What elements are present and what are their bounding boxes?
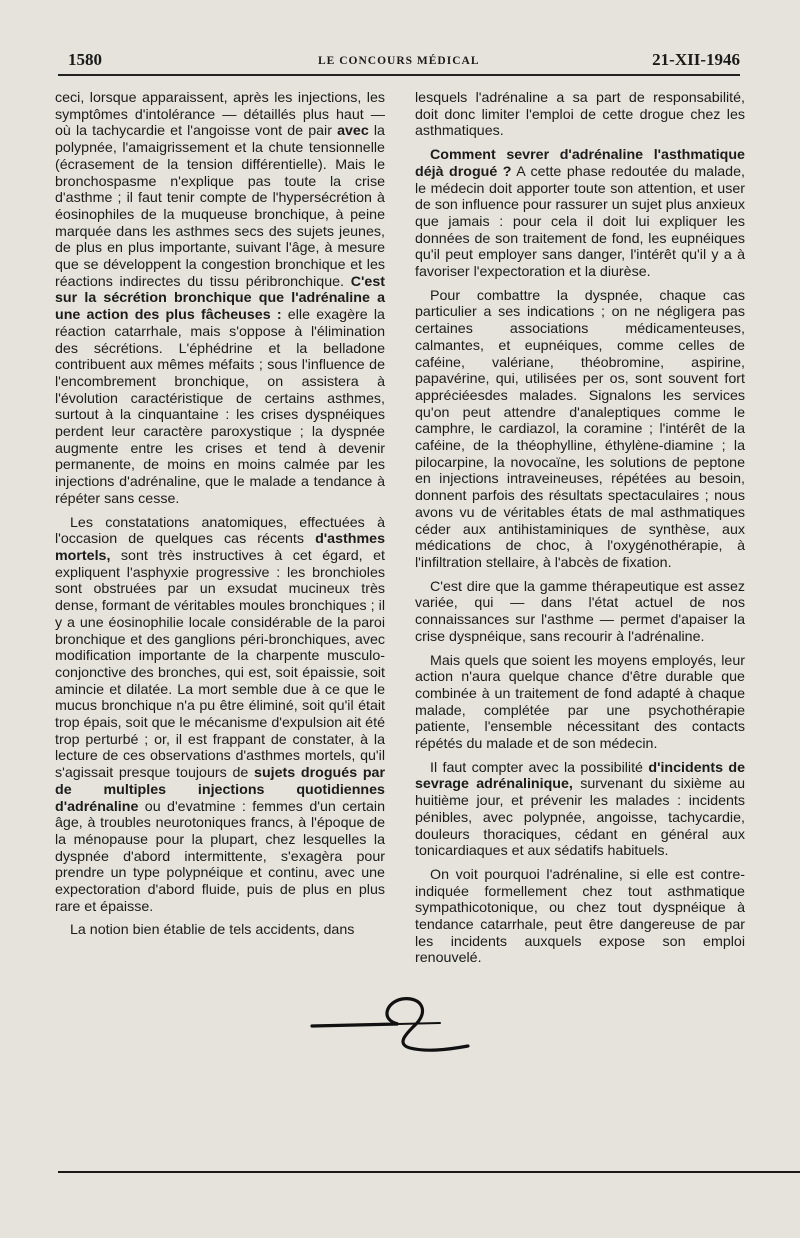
paragraph: On voit pourquoi l'adrénaline, si elle est contre-indiquée formellement chez tout asthmatique sympathicotonique, ou chez tout dyspnéique à tendance catarrhale, peut être dangereuse de par les incidents auxquels expose son emploi renouvelé. — [415, 866, 745, 967]
bottom-rule — [58, 1171, 800, 1173]
page-header — [68, 50, 740, 72]
right-column — [415, 90, 745, 974]
paragraph: Il faut compter avec la possibilité d'incidents de sevrage adrénalinique, survenant du sixième au huitième jour, et prévenir les malades : incidents pénibles, avec polypnée, angoisse, tachycardie, douleurs thoraciques, cédant en général aux tonicardiaques et aux sédatifs habituels. — [415, 759, 746, 860]
bold-text: d'incidents de sevrage adrénalinique, — [415, 759, 746, 793]
paragraph: lesquels l'adrénaline a sa part de responsabilité, doit donc limiter l'emploi de cette drogue chez les asthmatiques. — [415, 90, 745, 140]
bold-text: sujets drogués par de multiples injections quotidiennes d'adrénaline — [55, 765, 385, 815]
bold-text: d'asthmes mortels, — [55, 531, 385, 564]
paragraph: Mais quels que soient les moyens employés, leur action n'aura quelque chance d'être durable que combinée à un traitement de fond adapté à chaque malade, complétée par une psychothérapie patiente, l'ensemble nécessitant des contacts répétés du malade et de son médecin. — [415, 652, 745, 753]
left-column — [55, 90, 385, 946]
header-rule — [58, 74, 740, 76]
bold-text: Comment sevrer d'adrénaline l'asthmatique déjà drogué ? — [415, 147, 745, 180]
page-number: 1580 — [68, 50, 102, 69]
journal-title: LE CONCOURS MÉDICAL — [318, 55, 480, 67]
bold-text: avec — [337, 123, 369, 140]
issue-date: 21-XII-1946 — [652, 50, 740, 69]
paragraph: ceci, lorsque apparaissent, après les injections, les symptômes d'intolérance — détaillés plus haut — où la tachycardie et l'angoisse vont de pair avec la polypnée, l'amaigrissement et la chute tensionnelle (écrasement de la tension différentielle). Mais le bronchospasme n'explique pas toute la crise d'asthme ; il faut tenir compte de l'hypersécrétion à éosinophiles de la muqueuse bronchique, à peine marquée dans les asthmes secs des sujets jeunes, de plus en plus importante, suivant l'âge, à mesure que se développent la congestion bronchique et les réactions indirectes du tissu péribronchique. C'est sur la sécrétion bronchique que l'adrénaline a une action des plus fâcheuses : elle exagère la réaction catarrhale, mais s'oppose à l'élimination des sécrétions. L'éphédrine et la belladone contribuent aux mêmes méfaits ; sous l'influence de l'encombrement bronchique, on assistera à l'évolution caractéristique de certains asthmes, surtout à la cinquantaine : les crises dyspnéiques perdent leur caractère paroxystique ; la dyspnée augmente entre les crises et tend à devenir permanente, de moins en moins calmée par les injections d'adrénaline, que le malade a tendance à répéter sans cesse. — [55, 90, 385, 507]
paragraph: Pour combattre la dyspnée, chaque cas particulier a ses indications ; on ne négligera pas certaines associations médicamenteuses, calmantes, et eupnéiques, comme celles de caféine, valériane, théobromine, aspirine, papavérine, qui, utilisées per os, sont souvent fort appréciéesdes malades. Signalons les services qu'on peut attendre d'analeptiques comme le camphre, le cardiazol, la coramine ; l'intérêt de la caféine, de la théophylline, éthylène-diamine ; la pilocarpine, la novocaïne, les solutions de peptone en injections intraveineuses, répétées au besoin, donnent parfois des résultats spectaculaires ; nous avons vu de véritables états de mal asthmatiques céder aux antihistaminiques de synthèse, aux médications de choc, à l'oxygénothérapie, à l'infiltration stellaire, à l'abcès de fixation. — [415, 287, 745, 571]
paragraph: C'est dire que la gamme thérapeutique est assez variée, qui — dans l'état actuel de nos connaissances sur l'asthme — permet d'apaiser la crise dyspnéique, sans recourir à l'adrénaline. — [415, 578, 745, 645]
bold-text: C'est sur la sécrétion bronchique que l'adrénaline a une action des plus fâcheuses : — [55, 273, 385, 324]
paragraph: La notion bien établie de tels accidents, dans — [70, 922, 355, 939]
paragraph: Comment sevrer d'adrénaline l'asthmatique déjà drogué ? A cette phase redoutée du malade, le médecin doit apporter toute son attention, et user de son influence pour rassurer un sujet plus anxieux que jamais : pour cela il doit lui expliquer les données de son traitement de fond, les eupnéiques qu'il peut employer sans danger, l'intérêt qu'il y a à favoriser l'expectoration et la diurèse. — [415, 147, 745, 281]
paragraph: Les constatations anatomiques, effectuées à l'occasion de quelques cas récents d'asthmes mortels, sont très instructives à cet égard, et expliquent l'asphyxie progressive : les bronchioles sont obstruées par un exsudat mucineux très dense, formant de véritables moules bronchiques ; il y a une éosinophilie locale considérable de la paroi bronchique et des ganglions péri-bronchiques, avec modification importante de la charpente musculo-conjonctive des bronches, qui est, soit épaissie, soit amincie et dilatée. La mort semble due à ce que le mucus bronchique n'a pu être éliminé, soit qu'il était trop épais, soit que le mécanisme d'expulsion ait été trop perturbé ; or, il est frappant de constater, à la lecture de ces observations d'asthmes mortels, qu'il s'agissait presque toujours de sujets drogués par de multiples injections quotidiennes d'adrénaline ou d'evatmine : femmes d'un certain âge, à troubles neurotoniques francs, à l'époque de la ménopause pour la plupart, chez lesquelles la dyspnée d'abord intermittente, s'exagèra pour prendre un type polypnéique et continu, avec une expectoration d'abord fluide, puis de plus en plus rare et épaisse. — [55, 514, 385, 915]
end-ornament — [310, 990, 470, 1060]
